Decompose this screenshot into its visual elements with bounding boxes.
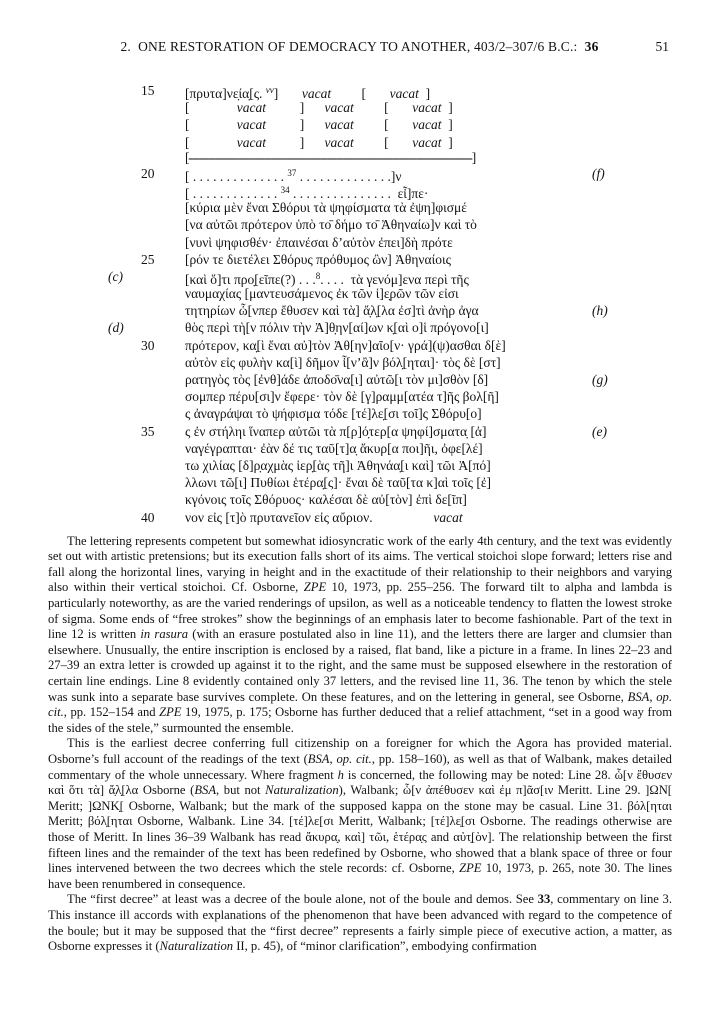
text-segment: ρατηγὸς τὸς [ἐνθ]άδε ἀποδο̄να[ι] αὐτῶ[ι τὸν μι]σθὸν [δ] [185, 372, 489, 387]
inscription-line [0, 302, 719, 319]
greek-text-line [185, 354, 501, 371]
text-segment: [ [185, 134, 237, 150]
greek-text-line [185, 216, 477, 233]
text-segment: [ . . . . . . . . . . . . . . [185, 168, 288, 184]
text-segment: , pp. 158–160), as well as that of Walbank, makes detailed commentary of the whole unnecessary. Where fragment [48, 752, 672, 782]
inscription-line [0, 216, 719, 233]
inscription-line [0, 491, 719, 508]
greek-text-line [185, 285, 459, 302]
text-segment: [ρόν τε διετέλει Σθόρυς πρόθυμος ὢν] Ἀθηναίοις [185, 251, 451, 267]
text-segment: in rasura [140, 627, 189, 642]
catalog-item-number: 36 [584, 39, 599, 54]
text-segment: ναγέγραπται· ἐὰν δέ τις ταῦ[τ]α̣ ἄκυρ[α ποι]ῆι, ὀφε[λέ] [185, 440, 483, 456]
commentary-paragraph [48, 736, 672, 892]
text-segment: [νυνὶ ψηφισθέν· ἐπαινέσαι δ’αὐτὸν ἐπει]δὴ πρότε [185, 234, 453, 250]
text-segment: Naturalization [265, 783, 339, 798]
inscription-line [0, 182, 719, 199]
greek-text-line [185, 423, 487, 440]
page-header [0, 39, 719, 57]
line-number: 35 [141, 423, 155, 439]
text-segment [389, 135, 413, 150]
text-segment: πρότερον, κα̣[ὶ ἔναι αὐ]τὸν Ἀθ[ην]αῖο[ν· γρά](ψ)ασθαι δ[ὲ] [185, 337, 506, 353]
greek-text-line [185, 134, 453, 151]
text-segment: This is the earliest decree conferring full citizenship on a foreigner for which the Agora has provided material. Osborne’s full account of the readings of the text ( [48, 736, 672, 766]
text-segment: The lettering represents competent but somewhat idiosyncratic work of the early 4th century, and the text was evidently set out with artistic pretensions; but its execution falls short of its aims. The vertical stoichoi slope forward; letters rise and fall along the horizontal lines, varying in height and in the exactitude of their relationship to their neighbors and varying also within their vertical stoichoi. Cf. Osborne, [48, 533, 672, 595]
text-segment: vacat [412, 134, 442, 150]
text-segment: vacat [433, 509, 463, 525]
line-number: 40 [141, 509, 155, 525]
text-segment: , [329, 752, 337, 766]
text-segment: [ [331, 86, 367, 101]
text-segment: vacat [301, 86, 332, 101]
inscription-line [0, 423, 719, 440]
text-segment: , but not [216, 783, 266, 798]
inscription-line [0, 251, 719, 268]
greek-text-line [185, 457, 491, 474]
text-segment: ] [441, 134, 453, 150]
text-segment: [ [353, 117, 389, 133]
text-segment: BSA [627, 689, 650, 704]
inscription-line [0, 99, 719, 116]
text-segment: ] [418, 86, 431, 101]
inscription-line [0, 116, 719, 133]
fragment-letter-right: (e) [592, 423, 607, 439]
line-number: 15 [141, 83, 155, 98]
text-segment: [ . . . . . . . . . . . . . [185, 185, 281, 201]
commentary-text [48, 534, 672, 955]
text-segment: op. cit. [336, 752, 372, 766]
commentary-paragraph [48, 892, 672, 954]
text-segment: h [337, 767, 344, 782]
fragment-letter-left: (d) [108, 320, 124, 336]
inscription-line [0, 268, 719, 285]
text-segment: vacat [412, 100, 442, 116]
text-segment: (with an erasure postulated also in line 11), and the letters there are larger and clumsier than elsewhere. Unusually, the entire inscription is enclosed by a raised, flat band, like a picture in a frame. In lines 22–23 and 27–39 an extra letter is crowded up against it to the right, and the same must be supposed elsewhere in the restoration of certain line endings. Line 8 evidently contained only 37 letters, and the revised line 11, 36. The tenon by which the stele was sunk into a separate base survives complete. On these features, and on the lettering in general, see Osborne, [48, 627, 672, 704]
text-segment: , pp. 152–154 and [63, 705, 160, 720]
text-segment: BSA [194, 783, 217, 798]
text-segment [389, 100, 413, 115]
text-segment: [ [353, 134, 389, 150]
text-segment: 10, 1973, p. 265, note 30. The lines have been renumbered in consequence. [48, 861, 672, 891]
text-segment: is concerned, the following may be noted: Line 28. ὧ[ν ἔθυσεν καὶ ὅτι τὰ] ἄ̣λ̣[λα Osborne ( [48, 767, 673, 798]
greek-text-line [185, 405, 482, 422]
text-segment: 19, 1975, p. 175; Osborne has further deduced that a relief attachment, “set in a good way from the sides of the stele,” surmounted the ensemble. [48, 705, 673, 735]
text-segment: The “first decree” at least was a decree of the boule alone, not of the boule and demos. See [67, 892, 538, 907]
inscription-line [0, 440, 719, 457]
text-segment: ς ἐν στήληι ἵναπερ αὐτῶι τὰ π[ρ]ό̣τερ[α ψηφί]σματα̣ [ἀ] [185, 423, 487, 439]
inscription-transcription [0, 82, 719, 526]
text-segment: vacat [412, 117, 442, 133]
lost-lines-dash-row [0, 151, 719, 165]
inscription-line [0, 509, 719, 526]
greek-text-line [185, 234, 453, 251]
greek-text-line [185, 251, 451, 268]
greek-text-line [185, 509, 463, 526]
text-segment: ] [266, 134, 325, 150]
text-segment: ZPE [459, 861, 482, 876]
letter-count-superscript: vv [265, 85, 274, 95]
text-segment: ZPE [159, 705, 182, 720]
greek-text-line [185, 388, 499, 405]
greek-text-line [185, 337, 506, 354]
text-segment: νον εἰς [τ]ὸ πρυτανεῖον εἰς αὔριον. [185, 509, 434, 525]
fragment-letter-right: (f) [592, 165, 605, 181]
text-segment: [ [353, 100, 389, 116]
text-segment: II, p. 45), of “minor clarification”, embodying confirmation [233, 939, 537, 954]
greek-text-line [185, 491, 467, 508]
text-segment: αὐτὸν εἰς φυλὴν κα[ὶ] δῆμον ἷ[ν’ἂ]ν βόλ̣[ηται]· τὸς δὲ [στ] [185, 354, 501, 370]
letter-count-superscript: 34 [280, 184, 290, 195]
inscription-line [0, 354, 719, 371]
text-segment: ς ἀναγράψαι τὸ ψήφισμα τόδε [τέ]λε̣[σι τοῖ]ς Σθόρυ[ο] [185, 406, 482, 422]
greek-text-line [185, 319, 489, 336]
text-segment: . . . . . . . . . . . . . . . εἶ]πε· [289, 185, 429, 201]
text-segment: [να αὐτῶι πρότερον ὑπὸ το̄ δήμο το̄ Ἀθηναίω]ν καὶ τὸ [185, 217, 477, 233]
greek-text-line [185, 151, 475, 165]
running-head-text: 2. ONE RESTORATION OF DEMOCRACY TO ANOTHER, 403/2–307/6 B.C.: [120, 39, 585, 54]
text-segment: [--------------------------------------------------------------------------------------] [185, 149, 476, 165]
inscription-line [0, 337, 719, 354]
text-segment: κγόνοις τοῖς Σθόρυος· καλέσαι δὲ αὐ[τὸν] ἐπὶ δε[ῖπ] [185, 492, 467, 508]
inscription-line [0, 457, 719, 474]
fragment-letter-right: (g) [592, 372, 608, 387]
commentary-paragraph [48, 534, 672, 737]
letter-count-superscript: 37 [287, 167, 297, 178]
text-segment: τω χιλίας [δ]ρ̣αχμὰς ἱερ̣[ὰς τῆ]ι Ἀθηνάα̣[ι καὶ] τῶι Ἀ[πό] [185, 457, 491, 473]
text-segment: θὸς περὶ τὴ[ν πόλιν τὴν Ἀ]θ̣ην[αί]ων κ̣[αὶ ο]ἱ πρόγονο[ι] [185, 320, 489, 336]
fragment-letter-left: (c) [108, 268, 123, 284]
inscription-line [0, 285, 719, 302]
text-segment: σομπερ πέρυ[σι]ν ἔφερε· τὸν δὲ [γ]ραμμ[ατέα τ]ῆς βολ[ῆ] [185, 389, 499, 405]
text-segment: ναυμαχίας [μαντευσάμενος ἐκ τῶν ἱ]ε̣ρῶν τῶν εἰσι [185, 286, 459, 302]
inscription-line [0, 371, 719, 388]
text-segment [389, 117, 413, 132]
text-segment: op. cit. [48, 689, 672, 720]
text-segment: ZPE [303, 580, 327, 595]
text-segment: 10, 1973, pp. 255–256. The forward tilt to alpha and lambda is particularly noteworthy, as are the varied renderings of upsilon, as well as a noticeable tendency to flatten the lowest stroke of sigma. Some ends of “free strokes” show the beginnings of an emphasis later to become fashionable. Part of the text in line 12 is written [48, 580, 672, 642]
text-segment: vacat [236, 117, 266, 133]
text-segment: vacat [236, 134, 266, 150]
greek-text-line [185, 440, 483, 457]
text-segment: 33 [537, 892, 551, 907]
text-segment: ), Walbank; ὧ[ν ἀπέθυσεν καὶ ἐμ π]ᾶσ[ιν Meritt. Line 29. ]ΩΝ[ Meritt; ]ΩΝΚ̣[ Osborne, Walbank; but the mark of the supposed kappa on the stone may be casual. Line 31. βόλ[ηται Meritt; βόλ̣[ηται Osborne, Walbank. Line 34. [τέ]λε[σι Meritt, Walbank; [τέ]λε̣[σι Osborne. The readings otherwise are those of Meritt. In lines 36–39 Walbank has read ἄκυρα̣, καὶ] τῶι, ἑτέρα̣ς and αὐτ̣[ὸν]. The relationship between the first fifteen lines and the remainder of the text has been redefined by Osborne, who showed that a blank space of three or four lines intervened between the two decrees which the stele records: cf. Osborne, [48, 783, 673, 876]
text-segment: . . . . τὰ γενόμ]ενα περὶ τῆς [320, 271, 469, 287]
letter-count-superscript: 8 [315, 270, 321, 281]
greek-text-line [185, 99, 453, 116]
text-segment: vacat [324, 117, 354, 133]
text-segment: vacat [389, 86, 419, 101]
text-segment: vacat [324, 134, 354, 150]
inscription-line [0, 405, 719, 422]
inscription-line [0, 474, 719, 491]
text-segment: , commentary on line 3. This instance ill accords with explanations of the phenomenon that have been advanced with regard to the competence of the boule; but it may be supposed that the “first decree” represents a fairly simple piece of executive action, a matter, as Osborne expresses it ( [48, 892, 672, 954]
text-segment: . . . . . . . . . . . . . .]ν [296, 168, 402, 184]
text-segment: vacat [236, 100, 266, 116]
text-segment: BSA [307, 752, 330, 766]
inscription-line [0, 199, 719, 216]
text-segment: vacat [324, 100, 354, 116]
greek-text-line [185, 371, 488, 388]
greek-text-line [185, 474, 491, 491]
running-head [0, 39, 719, 55]
text-segment: τητηρίων ὧ[νπερ ἔθυσεν καὶ τὰ] ἄ̣λ̣[λα ἐσ]τὶ ἀνὴρ ἀγα [185, 303, 479, 319]
text-segment: ] [273, 86, 302, 101]
inscription-line [0, 388, 719, 405]
inscription-line [0, 134, 719, 151]
text-segment: , [649, 689, 657, 704]
inscription-line [0, 234, 719, 251]
greek-text-line [185, 302, 479, 319]
inscription-line [0, 319, 719, 336]
greek-text-line [185, 116, 453, 133]
text-segment: [πρυτα]νε̣ία̣[ς. [185, 86, 266, 101]
fragment-letter-right: (h) [592, 303, 608, 319]
inscription-line [0, 82, 719, 99]
inscription-line [0, 165, 719, 182]
line-number: 30 [141, 337, 155, 353]
text-segment: Naturalization [159, 939, 234, 954]
line-number: 20 [141, 165, 155, 181]
text-segment: ] [441, 100, 453, 116]
text-segment: [καὶ ὅ]τι προ̣[εῖπε(?) . . . [185, 271, 316, 287]
text-segment: ] [266, 117, 325, 133]
page-number: 51 [655, 39, 669, 54]
greek-text-line [185, 199, 467, 216]
text-segment: [κύρια μὲν ἔναι Σθόρυι τὰ ψηφίσματα τὰ ἐψη]φισμέ [185, 200, 467, 216]
text-segment: [ [185, 100, 237, 116]
text-segment: ] [441, 117, 453, 133]
text-segment: ] [266, 100, 325, 116]
text-segment: [ [185, 117, 237, 133]
text-segment: λλωνι τῶ[ι] Πυθίωι ἑτέρα̣[ς]· ἔναι δὲ ταῦ[τα κ]αὶ τοῖς [ἐ] [185, 475, 491, 491]
line-number: 25 [141, 251, 155, 267]
